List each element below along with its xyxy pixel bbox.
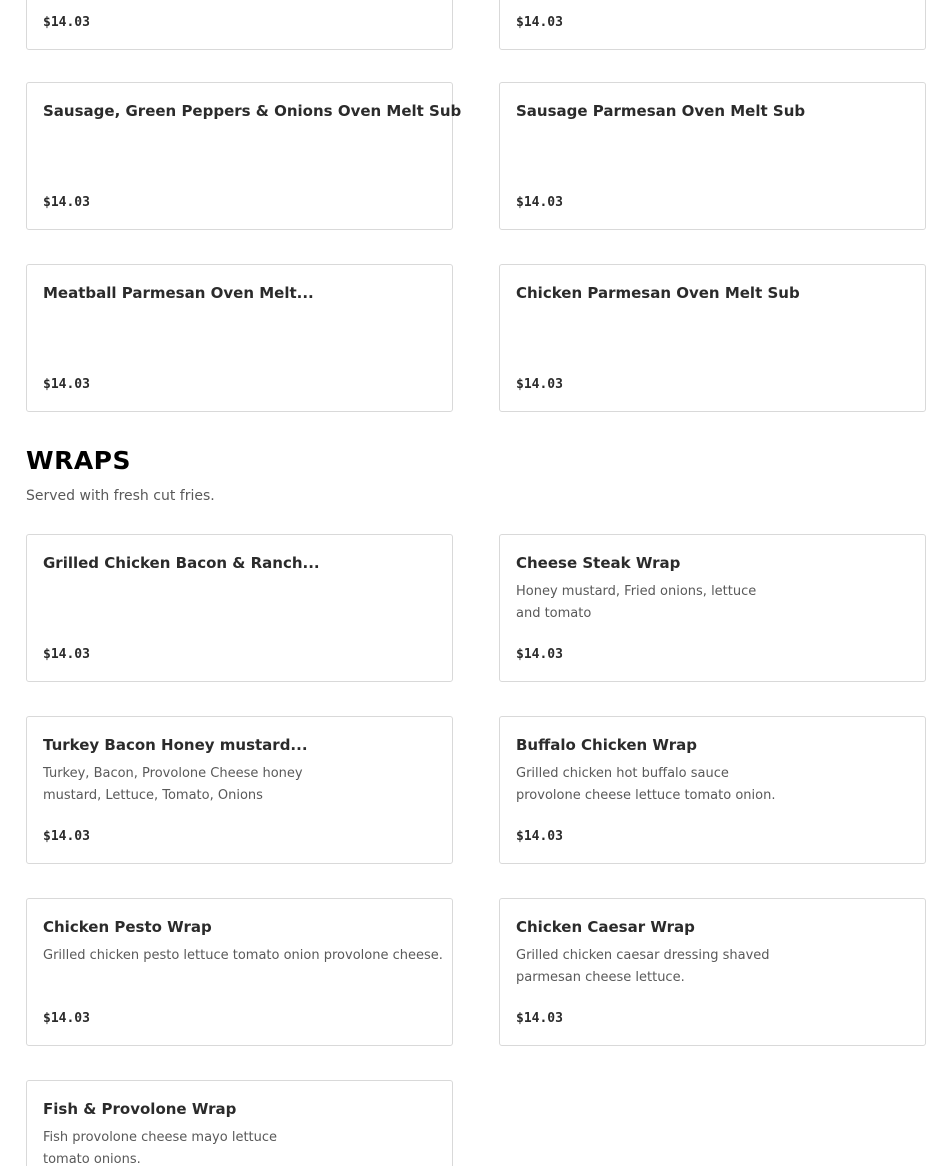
item-price: $14.03	[516, 1011, 563, 1026]
item-price: $14.03	[43, 647, 90, 662]
item-price: $14.03	[516, 829, 563, 844]
item-name: Cheese Steak Wrap	[516, 554, 681, 572]
item-price: $14.03	[43, 377, 90, 392]
menu-item-card[interactable]	[26, 82, 462, 230]
menu-item-card[interactable]	[499, 534, 926, 682]
item-name: Chicken Pesto Wrap	[43, 918, 212, 936]
menu-item-card[interactable]	[26, 264, 453, 412]
item-description: Grilled chicken hot buffalo sauce provolone cheese lettuce tomato onion.	[516, 766, 776, 803]
menu-item-card[interactable]	[26, 898, 453, 1046]
item-name: Meatball Parmesan Oven Melt...	[43, 284, 314, 302]
item-price: $14.03	[516, 377, 563, 392]
item-description: Honey mustard, Fried onions, lettuce and tomato	[516, 584, 757, 621]
menu-item-card[interactable]	[499, 898, 926, 1046]
item-name: Grilled Chicken Bacon & Ranch...	[43, 554, 320, 572]
item-name: Chicken Parmesan Oven Melt Sub	[516, 284, 800, 302]
item-description: Grilled chicken caesar dressing shaved parmesan cheese lettuce.	[516, 948, 770, 985]
menu-item-card[interactable]	[499, 0, 926, 50]
menu-item-card[interactable]	[26, 534, 453, 682]
item-price: $14.03	[516, 647, 563, 662]
item-name: Turkey Bacon Honey mustard...	[43, 736, 308, 754]
item-name: Sausage, Green Peppers & Onions Oven Melt Sub	[43, 102, 462, 120]
item-price: $14.03	[43, 195, 90, 210]
menu-item-card[interactable]	[499, 82, 926, 230]
item-name: Chicken Caesar Wrap	[516, 918, 695, 936]
item-description: Grilled chicken pesto lettuce tomato onion provolone cheese.	[43, 948, 443, 963]
section-title-wraps: WRAPS	[26, 446, 132, 475]
item-price: $14.03	[43, 1011, 90, 1026]
item-price: $14.03	[43, 15, 90, 30]
item-price: $14.03	[516, 195, 563, 210]
menu-item-card[interactable]	[26, 0, 453, 50]
item-price: $14.03	[516, 15, 563, 30]
menu-item-card[interactable]	[499, 716, 926, 864]
section-description: Served with fresh cut fries.	[26, 488, 215, 504]
item-description: Turkey, Bacon, Provolone Cheese honey mustard, Lettuce, Tomato, Onions	[43, 766, 303, 803]
menu-item-card[interactable]	[499, 264, 926, 412]
item-name: Fish & Provolone Wrap	[43, 1100, 237, 1118]
item-name: Sausage Parmesan Oven Melt Sub	[516, 102, 806, 120]
item-description: Fish provolone cheese mayo lettuce tomato onions.	[43, 1130, 278, 1167]
item-name: Buffalo Chicken Wrap	[516, 736, 697, 754]
menu-item-card[interactable]	[26, 1080, 453, 1166]
menu-item-card[interactable]	[26, 716, 453, 864]
item-price: $14.03	[43, 829, 90, 844]
